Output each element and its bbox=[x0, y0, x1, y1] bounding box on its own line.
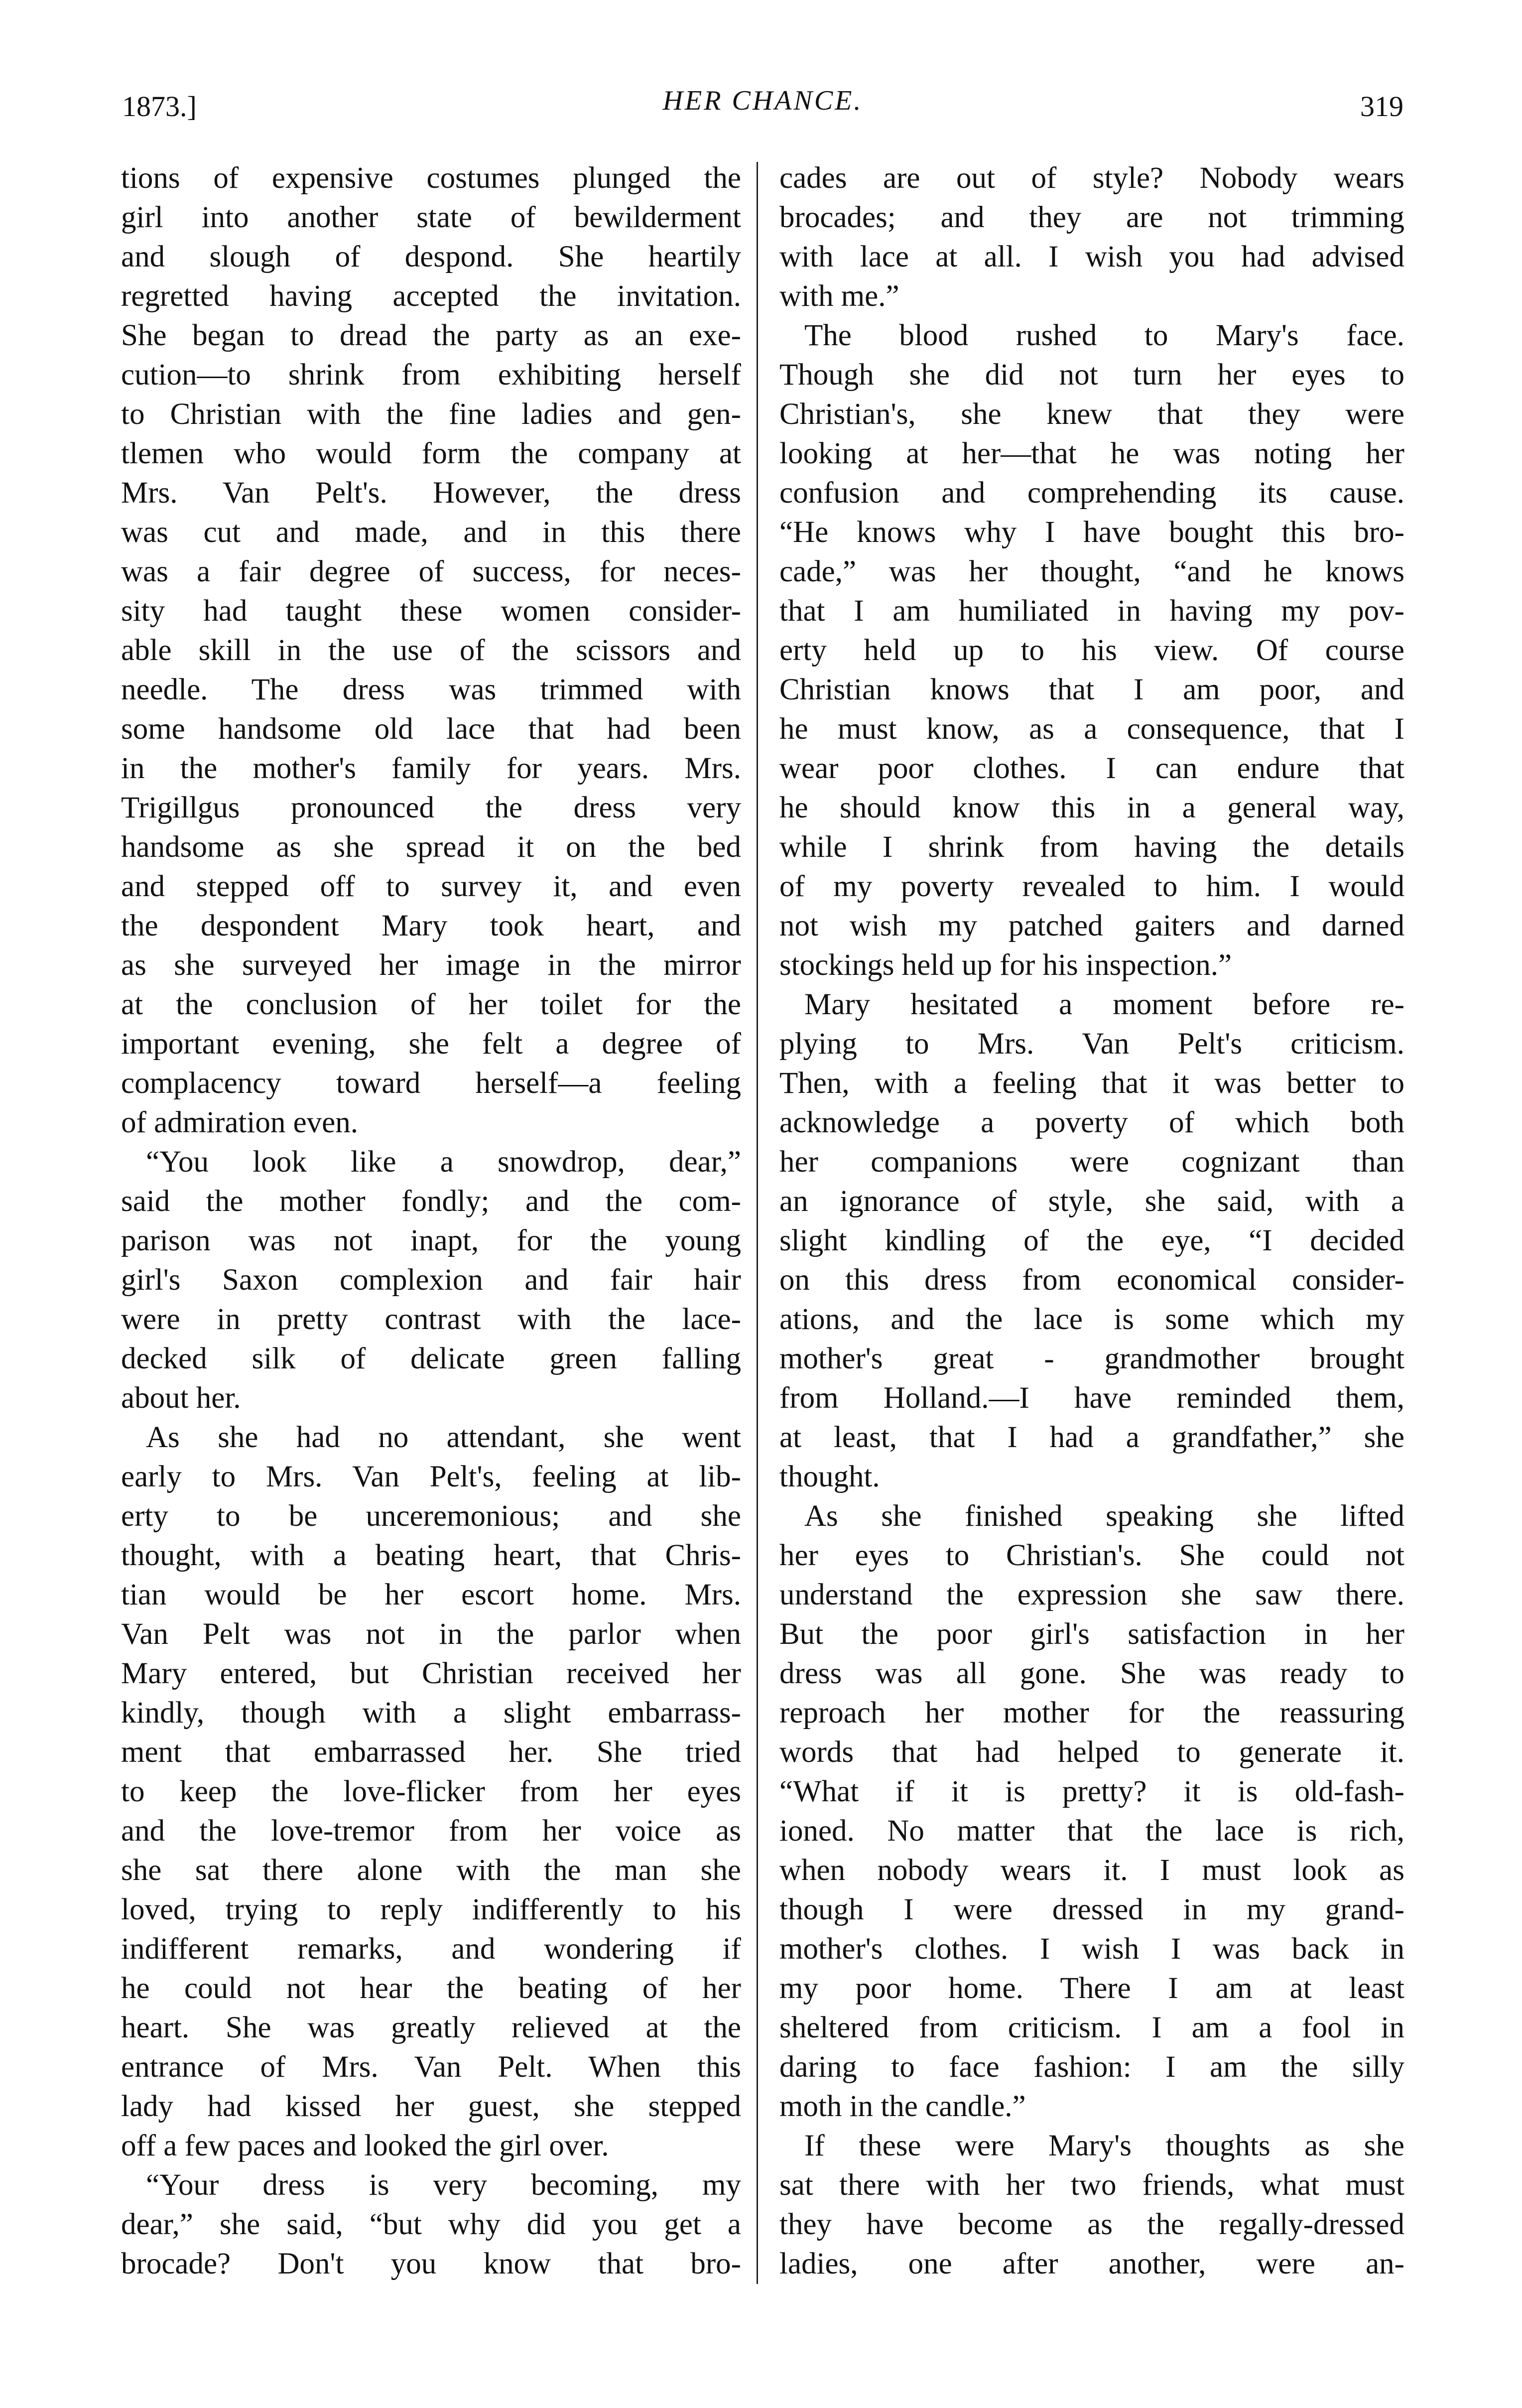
text-line: with me.” bbox=[779, 279, 899, 313]
text-line: Mary entered, but Christian received her bbox=[121, 1657, 741, 1690]
text-line: stockings held up for his inspection.” bbox=[779, 948, 1232, 982]
text-column-left bbox=[121, 158, 741, 2283]
text-line: not wish my patched gaiters and darned bbox=[779, 909, 1404, 942]
text-line: able skill in the use of the scissors and bbox=[121, 634, 741, 667]
text-line: reproach her mother for the reassuring bbox=[779, 1696, 1404, 1730]
text-line: wear poor clothes. I can endure that bbox=[779, 752, 1404, 785]
text-line: tions of expensive costumes plunged the bbox=[121, 161, 741, 195]
text-line: they have become as the regally-dressed bbox=[779, 2208, 1404, 2241]
text-line: at least, that I had a grandfather,” she bbox=[779, 1421, 1404, 1454]
text-line: mother's clothes. I wish I was back in bbox=[779, 1932, 1404, 1966]
running-head-year: 1873.] bbox=[122, 90, 197, 123]
text-line: girl's Saxon complexion and fair hair bbox=[121, 1263, 741, 1297]
text-line: though I were dressed in my grand- bbox=[779, 1893, 1404, 1926]
text-line: entrance of Mrs. Van Pelt. When this bbox=[121, 2050, 741, 2084]
text-line: erty to be unceremonious; and she bbox=[121, 1499, 741, 1533]
text-line: were in pretty contrast with the lace- bbox=[121, 1303, 741, 1336]
text-line: brocades; and they are not trimming bbox=[779, 201, 1404, 234]
text-line: cades are out of style? Nobody wears bbox=[779, 161, 1404, 195]
text-line: the despondent Mary took heart, and bbox=[121, 909, 741, 942]
text-line: As she had no attendant, she went bbox=[146, 1421, 741, 1454]
paragraph bbox=[121, 1142, 741, 1418]
text-line: Mrs. Van Pelt's. However, the dress bbox=[121, 476, 741, 510]
text-line: Christian's, she knew that they were bbox=[779, 398, 1404, 431]
text-line: But the poor girl's satisfaction in her bbox=[779, 1617, 1404, 1651]
text-line: her eyes to Christian's. She could not bbox=[779, 1539, 1404, 1572]
text-line: important evening, she felt a degree of bbox=[121, 1027, 741, 1061]
text-line: decked silk of delicate green falling bbox=[121, 1342, 741, 1375]
text-line: ioned. No matter that the lace is rich, bbox=[779, 1814, 1404, 1848]
text-line: and stepped off to survey it, and even bbox=[121, 870, 741, 903]
text-line: her companions were cognizant than bbox=[779, 1145, 1404, 1179]
text-line: Mary hesitated a moment before re- bbox=[804, 988, 1404, 1021]
text-line: when nobody wears it. I must look as bbox=[779, 1854, 1404, 1887]
text-line: that I am humiliated in having my pov- bbox=[779, 594, 1404, 628]
text-line: my poor home. There I am at least bbox=[779, 1972, 1404, 2005]
text-line: daring to face fashion: I am the silly bbox=[779, 2050, 1404, 2084]
paragraph bbox=[779, 985, 1404, 1496]
text-line: ations, and the lace is some which my bbox=[779, 1303, 1404, 1336]
paragraph bbox=[779, 1496, 1404, 2126]
text-line: to keep the love-flicker from her eyes bbox=[121, 1775, 741, 1808]
text-line: ment that embarrassed her. She tried bbox=[121, 1736, 741, 1769]
text-line: plying to Mrs. Van Pelt's criticism. bbox=[779, 1027, 1404, 1061]
text-column-right bbox=[779, 158, 1404, 2283]
text-line: sat there with her two friends, what must bbox=[779, 2168, 1404, 2202]
text-line: as she surveyed her image in the mirror bbox=[121, 948, 741, 982]
text-line: cution—to shrink from exhibiting herself bbox=[121, 358, 741, 392]
text-line: about her. bbox=[121, 1381, 241, 1415]
text-line: at the conclusion of her toilet for the bbox=[121, 988, 741, 1021]
paragraph bbox=[121, 158, 741, 1142]
text-line: and slough of despond. She heartily bbox=[121, 240, 741, 273]
text-line: erty held up to his view. Of course bbox=[779, 634, 1404, 667]
paragraph bbox=[121, 2165, 741, 2283]
text-line: and the love-tremor from her voice as bbox=[121, 1814, 741, 1848]
paragraph bbox=[121, 1418, 741, 2165]
text-line: Christian knows that I am poor, and bbox=[779, 673, 1404, 706]
text-line: with lace at all. I wish you had advised bbox=[779, 240, 1404, 273]
text-line: tlemen who would form the company at bbox=[121, 437, 741, 470]
text-line: he could not hear the beating of her bbox=[121, 1972, 741, 2005]
text-line: moth in the candle.” bbox=[779, 2090, 1026, 2123]
text-line: heart. She was greatly relieved at the bbox=[121, 2011, 741, 2044]
text-line: in the mother's family for years. Mrs. bbox=[121, 752, 741, 785]
text-line: Trigillgus pronounced the dress very bbox=[121, 791, 741, 824]
text-line: Then, with a feeling that it was better to bbox=[779, 1067, 1404, 1100]
text-line: Van Pelt was not in the parlor when bbox=[121, 1617, 741, 1651]
text-line: mother's great - grandmother brought bbox=[779, 1342, 1404, 1375]
text-line: off a few paces and looked the girl over. bbox=[121, 2129, 609, 2162]
text-line: “He knows why I have bought this bro- bbox=[779, 516, 1404, 549]
text-line: an ignorance of style, she said, with a bbox=[779, 1185, 1404, 1218]
text-line: complacency toward herself—a feeling bbox=[121, 1067, 741, 1100]
text-line: thought, with a beating heart, that Chris- bbox=[121, 1539, 741, 1572]
column-divider bbox=[757, 162, 758, 2284]
text-line: she sat there alone with the man she bbox=[121, 1854, 741, 1887]
page-number: 319 bbox=[1360, 90, 1403, 123]
text-line: lady had kissed her guest, she stepped bbox=[121, 2090, 741, 2123]
text-line: acknowledge a poverty of which both bbox=[779, 1106, 1404, 1139]
text-line: was cut and made, and in this there bbox=[121, 516, 741, 549]
paragraph bbox=[779, 2126, 1404, 2283]
text-line: from Holland.—I have reminded them, bbox=[779, 1381, 1404, 1415]
text-line: loved, trying to reply indifferently to his bbox=[121, 1893, 741, 1926]
text-line: understand the expression she saw there. bbox=[779, 1578, 1404, 1611]
text-line: dear,” she said, “but why did you get a bbox=[121, 2208, 741, 2241]
text-line: “Your dress is very becoming, my bbox=[146, 2168, 741, 2202]
text-line: was a fair degree of success, for neces- bbox=[121, 555, 741, 588]
text-line: sheltered from criticism. I am a fool in bbox=[779, 2011, 1404, 2044]
text-line: he must know, as a consequence, that I bbox=[779, 712, 1404, 746]
text-line: needle. The dress was trimmed with bbox=[121, 673, 741, 706]
text-line: handsome as she spread it on the bed bbox=[121, 830, 741, 864]
text-line: She began to dread the party as an exe- bbox=[121, 319, 741, 352]
running-head bbox=[122, 85, 1403, 125]
text-line: slight kindling of the eye, “I decided bbox=[779, 1224, 1404, 1257]
text-line: The blood rushed to Mary's face. bbox=[804, 319, 1404, 352]
text-line: of admiration even. bbox=[121, 1106, 358, 1139]
text-line: some handsome old lace that had been bbox=[121, 712, 741, 746]
text-line: on this dress from economical consider- bbox=[779, 1263, 1404, 1297]
text-line: to Christian with the fine ladies and gen- bbox=[121, 398, 741, 431]
text-line: looking at her—that he was noting her bbox=[779, 437, 1404, 470]
text-line: As she finished speaking she lifted bbox=[804, 1499, 1404, 1533]
text-line: words that had helped to generate it. bbox=[779, 1736, 1404, 1769]
text-line: said the mother fondly; and the com- bbox=[121, 1185, 741, 1218]
text-line: dress was all gone. She was ready to bbox=[779, 1657, 1404, 1690]
text-line: sity had taught these women consider- bbox=[121, 594, 741, 628]
text-line: regretted having accepted the invitation. bbox=[121, 279, 741, 313]
text-line: girl into another state of bewilderment bbox=[121, 201, 741, 234]
text-line: confusion and comprehending its cause. bbox=[779, 476, 1404, 510]
text-line: of my poverty revealed to him. I would bbox=[779, 870, 1404, 903]
text-line: “What if it is pretty? it is old-fash- bbox=[779, 1775, 1404, 1808]
text-line: brocade? Don't you know that bro- bbox=[121, 2247, 741, 2280]
text-line: while I shrink from having the details bbox=[779, 830, 1404, 864]
paragraph bbox=[779, 316, 1404, 985]
text-line: cade,” was her thought, “and he knows bbox=[779, 555, 1404, 588]
text-line: parison was not inapt, for the young bbox=[121, 1224, 741, 1257]
text-line: Though she did not turn her eyes to bbox=[779, 358, 1404, 392]
text-line: he should know this in a general way, bbox=[779, 791, 1404, 824]
paragraph bbox=[779, 158, 1404, 316]
text-line: “You look like a snowdrop, dear,” bbox=[146, 1145, 741, 1179]
text-line: kindly, though with a slight embarrass- bbox=[121, 1696, 741, 1730]
text-line: tian would be her escort home. Mrs. bbox=[121, 1578, 741, 1611]
running-head-title: HER CHANCE. bbox=[662, 85, 863, 116]
text-line: indifferent remarks, and wondering if bbox=[121, 1932, 741, 1966]
text-line: thought. bbox=[779, 1460, 880, 1493]
text-line: If these were Mary's thoughts as she bbox=[804, 2129, 1404, 2162]
text-line: early to Mrs. Van Pelt's, feeling at lib- bbox=[121, 1460, 741, 1493]
text-line: ladies, one after another, were an- bbox=[779, 2247, 1404, 2280]
